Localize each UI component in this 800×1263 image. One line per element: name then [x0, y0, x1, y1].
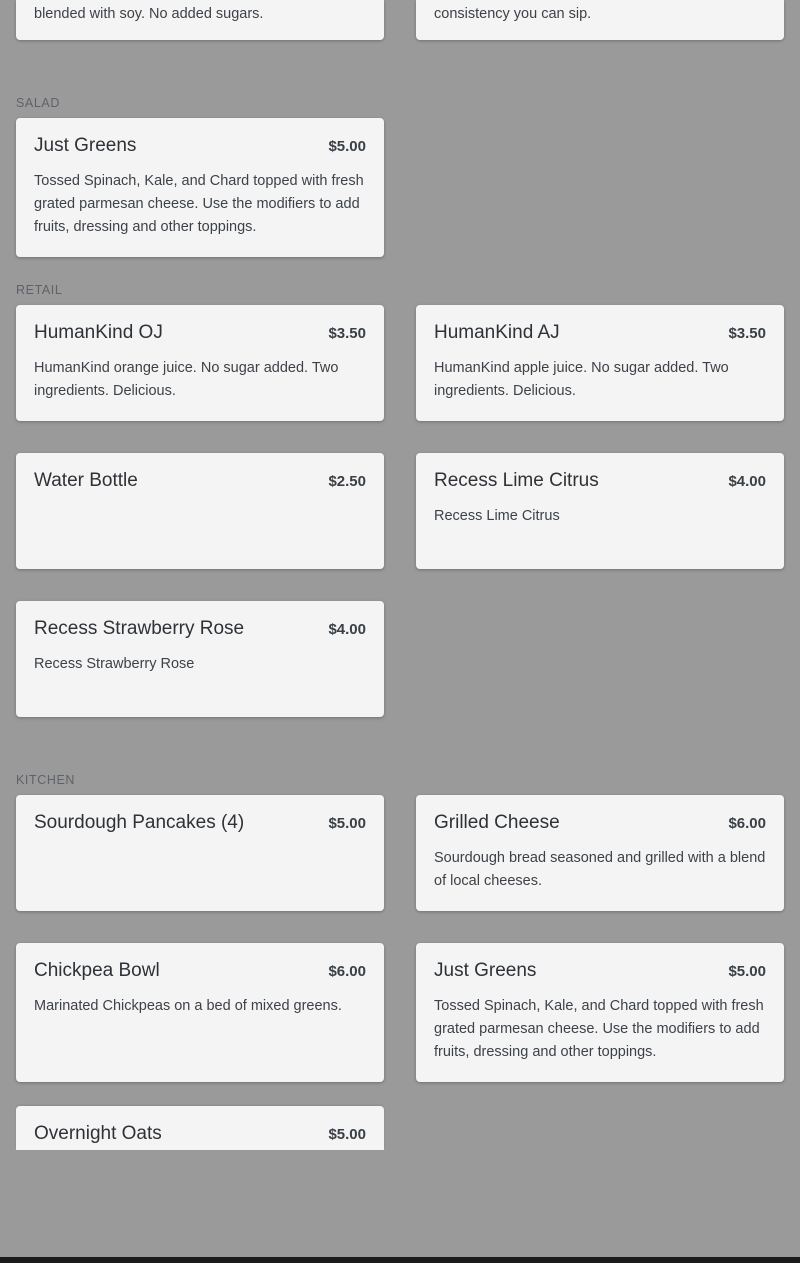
partial-cards-row-bottom — [0, 1106, 800, 1150]
card-header — [34, 469, 366, 493]
card-price: $2.50 — [328, 473, 366, 490]
menu-card-humankind-oj[interactable] — [16, 305, 384, 421]
card-title: Just Greens — [34, 135, 137, 156]
section-salad — [0, 96, 800, 257]
card-title: HumanKind OJ — [34, 322, 163, 343]
card-description: Sourdough bread seasoned and grilled with a blend of local cheeses. — [434, 850, 766, 889]
section-retail — [0, 283, 800, 717]
card-title: Recess Strawberry Rose — [34, 618, 245, 639]
partial-card-description — [434, 0, 766, 26]
menu-card-just-greens-kitchen[interactable] — [416, 943, 784, 1082]
spacer — [0, 717, 800, 773]
card-description: Recess Strawberry Rose — [34, 656, 195, 672]
spacer — [0, 257, 800, 283]
menu-card-recess-lime-citrus[interactable] — [416, 453, 784, 569]
card-header — [34, 134, 366, 158]
card-header — [434, 321, 766, 345]
card-price: $4.00 — [728, 473, 766, 490]
menu-card-recess-strawberry-rose[interactable] — [16, 601, 384, 717]
section-label-kitchen: KITCHEN — [16, 773, 76, 787]
section-salad-grid — [16, 118, 784, 257]
card-description: Marinated Chickpeas on a bed of mixed greens. — [34, 998, 342, 1014]
card-title: Chickpea Bowl — [34, 960, 160, 981]
card-price: $3.50 — [328, 325, 366, 342]
menu-card-just-greens[interactable] — [16, 118, 384, 257]
card-header — [34, 1122, 366, 1146]
card-price: $5.00 — [328, 1126, 366, 1143]
partial-menu-card[interactable] — [16, 0, 384, 40]
card-price: $5.00 — [328, 815, 366, 832]
menu-card-grilled-cheese[interactable] — [416, 795, 784, 911]
card-price: $4.00 — [328, 621, 366, 638]
partial-card-description-line2: consistency you can sip. — [434, 6, 592, 22]
spacer — [0, 1082, 800, 1106]
section-retail-grid — [16, 305, 784, 717]
partial-card-description — [34, 0, 366, 26]
card-description: Tossed Spinach, Kale, and Chard topped with fresh grated parmesan cheese. Use the modifiers to add fruits, dressing and other toppings. — [434, 998, 764, 1060]
menu-card-sourdough-pancakes[interactable] — [16, 795, 384, 911]
card-description: HumanKind apple juice. No sugar added. Two ingredients. Delicious. — [434, 360, 729, 399]
card-description: Tossed Spinach, Kale, and Chard topped with fresh grated parmesan cheese. Use the modifiers to add fruits, dressing and other toppings. — [34, 173, 364, 235]
card-header — [34, 617, 366, 641]
card-title: Grilled Cheese — [434, 812, 560, 833]
card-price: $6.00 — [328, 963, 366, 980]
card-header — [434, 959, 766, 983]
card-price: $5.00 — [328, 138, 366, 155]
menu-card-humankind-aj[interactable] — [416, 305, 784, 421]
menu-card-water-bottle[interactable] — [16, 453, 384, 569]
section-kitchen — [0, 773, 800, 1082]
card-title: Recess Lime Citrus — [434, 470, 599, 491]
section-label-salad: SALAD — [16, 96, 60, 110]
card-header — [34, 321, 366, 345]
card-header — [434, 811, 766, 835]
spacer — [0, 40, 800, 96]
card-description: HumanKind orange juice. No sugar added. Two ingredients. Delicious. — [34, 360, 339, 399]
card-title: Water Bottle — [34, 470, 138, 491]
partial-cards-row — [0, 0, 800, 40]
card-description — [34, 847, 366, 893]
card-price: $3.50 — [728, 325, 766, 342]
card-description — [34, 505, 366, 551]
card-header — [34, 959, 366, 983]
card-title: Overnight Oats — [34, 1123, 162, 1144]
card-price: $6.00 — [728, 815, 766, 832]
section-kitchen-grid — [16, 795, 784, 1082]
bottom-bar — [0, 1257, 800, 1263]
section-label-retail: RETAIL — [16, 283, 63, 297]
card-title: Sourdough Pancakes (4) — [34, 812, 245, 833]
card-title: HumanKind AJ — [434, 322, 560, 343]
card-description: Recess Lime Citrus — [434, 508, 560, 524]
card-header — [34, 811, 366, 835]
menu-card-chickpea-bowl[interactable] — [16, 943, 384, 1082]
card-title: Just Greens — [434, 960, 537, 981]
card-header — [434, 469, 766, 493]
card-price: $5.00 — [728, 963, 766, 980]
menu-card-overnight-oats[interactable] — [16, 1106, 384, 1150]
partial-card-description-line2: blended with soy. No added sugars. — [34, 6, 264, 22]
partial-menu-card[interactable] — [416, 0, 784, 40]
